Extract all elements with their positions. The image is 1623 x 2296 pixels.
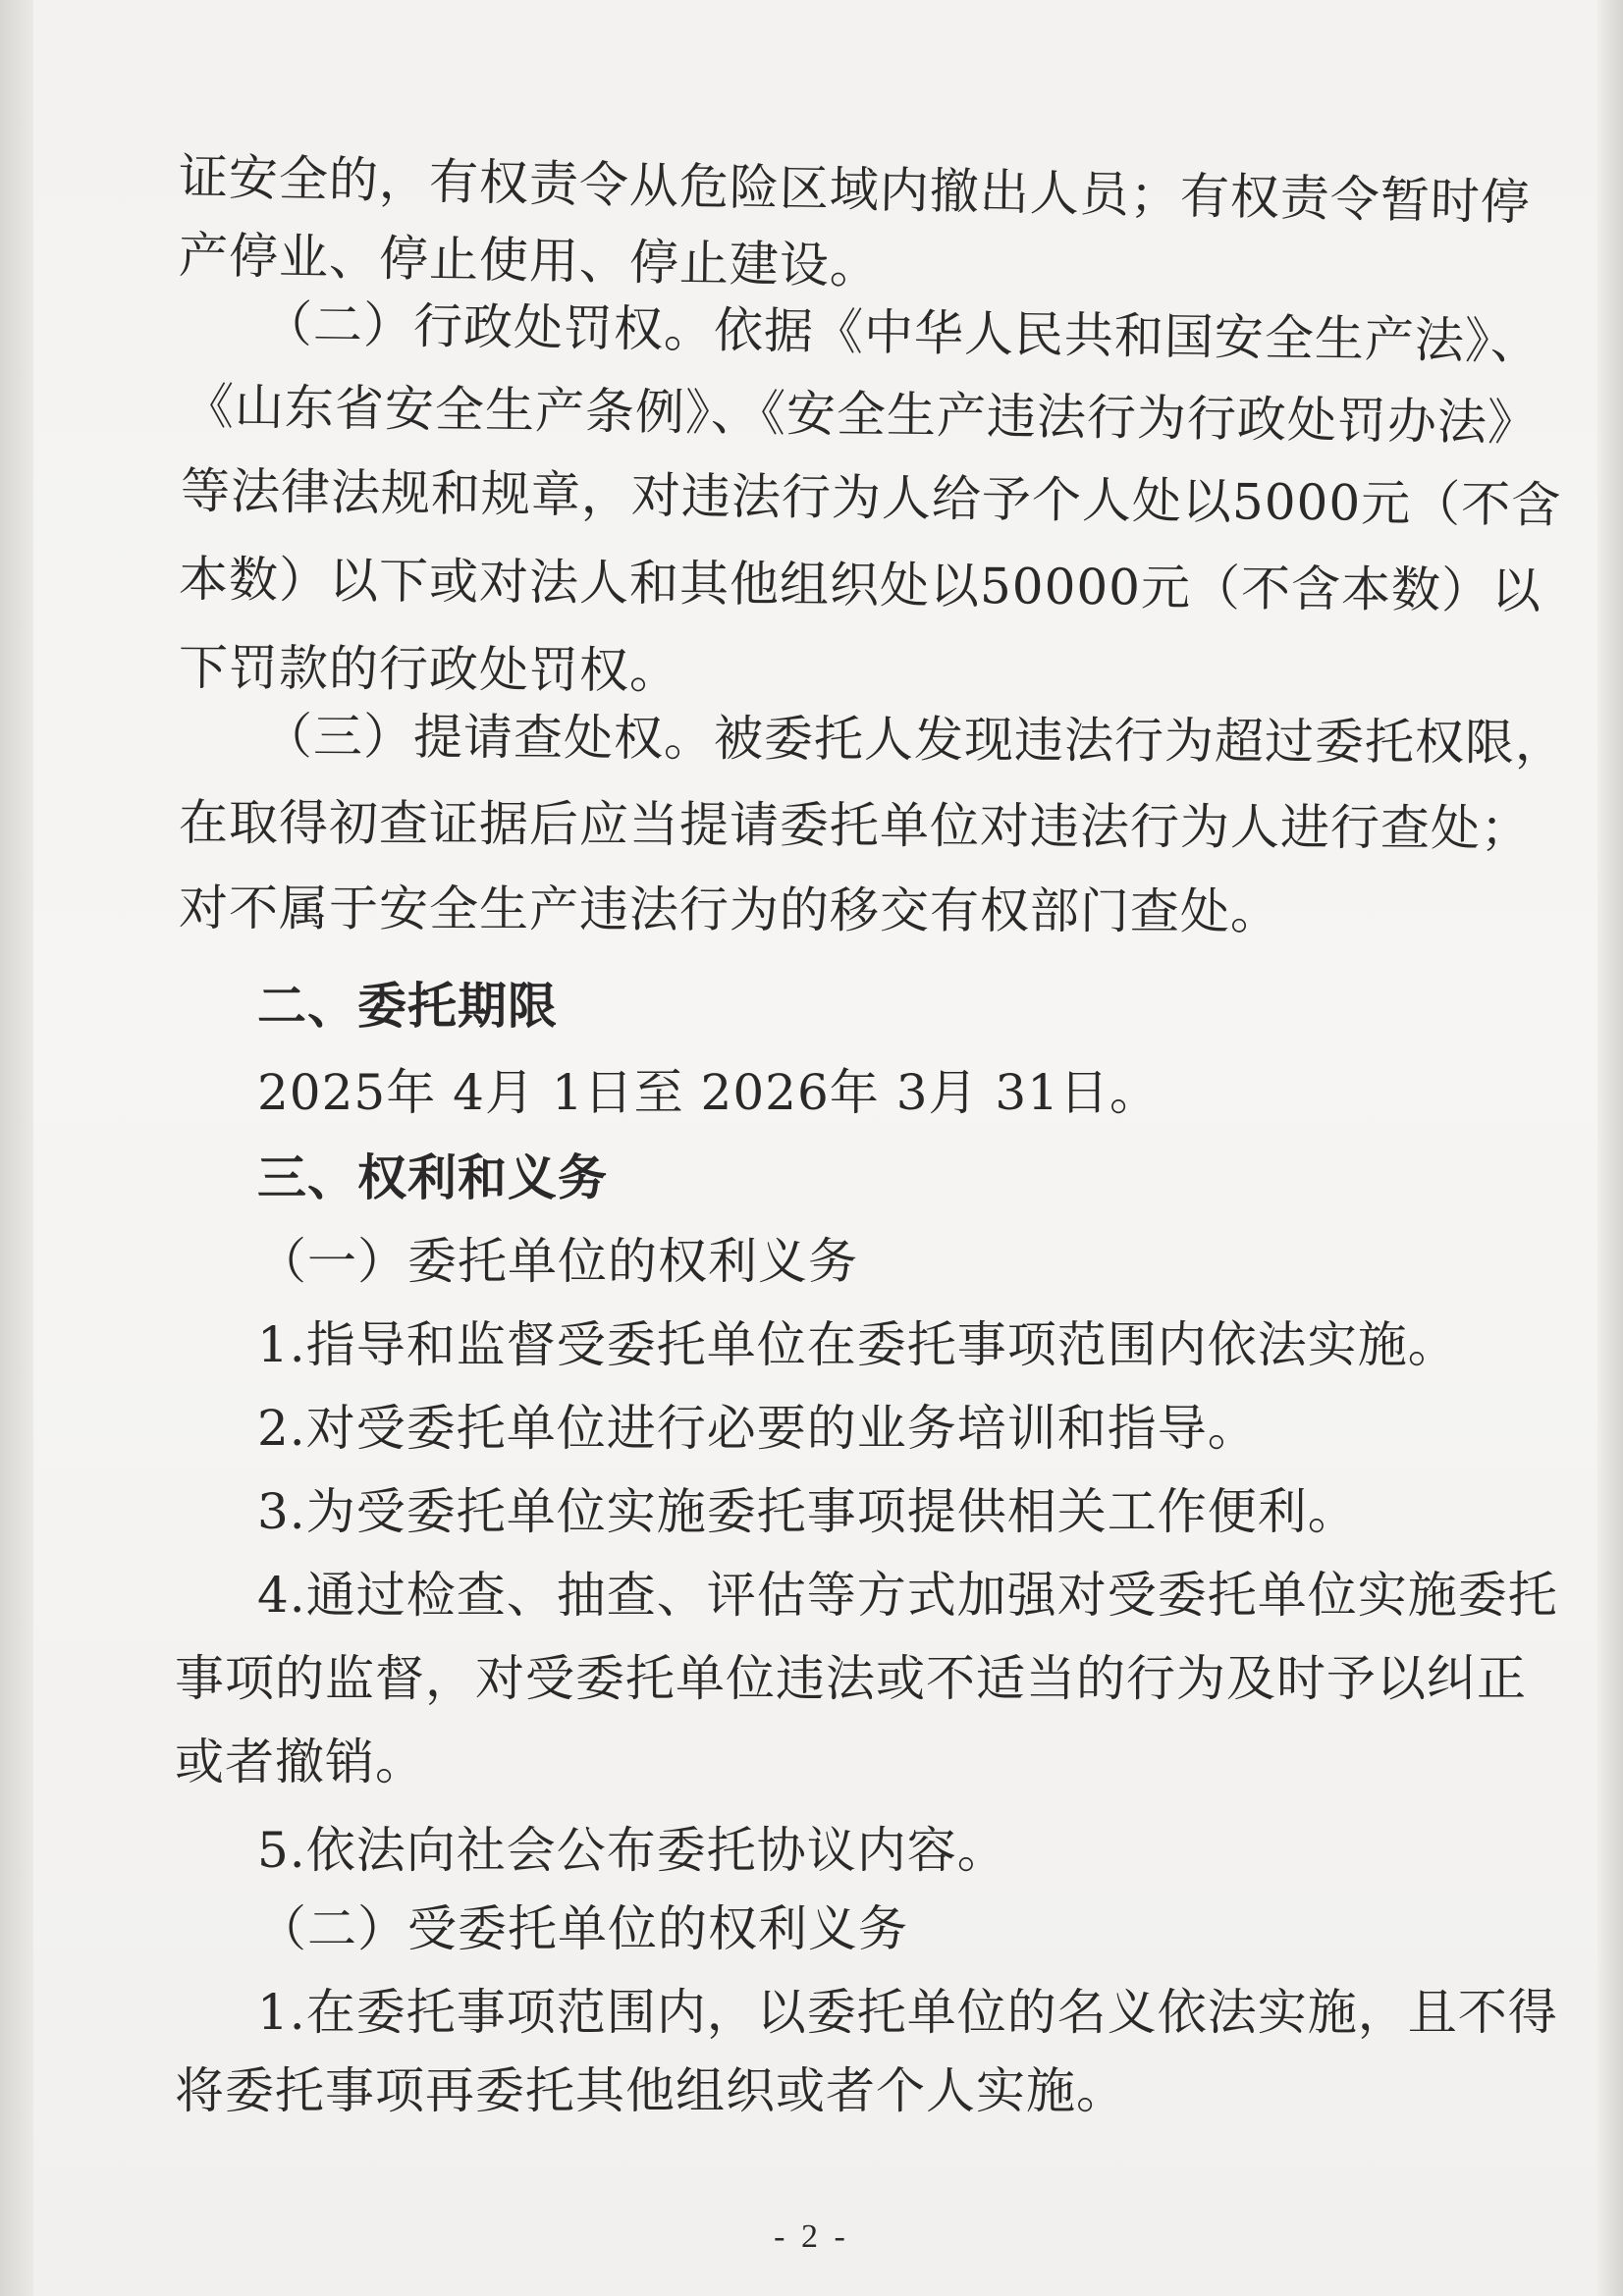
text-line: 2025年 4月 1日至 2026年 3月 31日。 <box>257 1064 1161 1121</box>
text-line: 等法律法规和规章，对违法行为人给予个人处以5000元（不含 <box>180 462 1562 534</box>
text-line: 本数）以下或对法人和其他组织处以50000元（不含本数）以 <box>178 551 1542 620</box>
text-line: 事项的监督，对受委托单位违法或不适当的行为及时予以纠正 <box>175 1650 1527 1707</box>
text-line: （二）行政处罚权。依据《中华人民共和国安全生产法》、 <box>262 295 1542 371</box>
section-heading: 二、委托期限 <box>257 978 558 1035</box>
text-line: 或者撤销。 <box>175 1734 425 1790</box>
text-line: 证安全的，有权责令从危险区域内撤出人员；有权责令暂时停 <box>178 148 1532 232</box>
subsection-heading: （一）委托单位的权利义务 <box>257 1233 858 1290</box>
text-line: 将委托事项再委托其他组织或者个人实施。 <box>175 2062 1126 2119</box>
list-item: 1.在委托事项范围内，以委托单位的名义依法实施，且不得 <box>257 1984 1558 2041</box>
text-line: 《山东省安全生产条例》、《安全生产违法行为行政处罚办法》 <box>184 378 1539 452</box>
text-line: 产停业、停止使用、停止建设。 <box>178 227 881 295</box>
list-item: 4.通过检查、抽查、评估等方式加强对受委托单位实施委托 <box>257 1567 1558 1624</box>
list-item: 5.依法向社会公布委托协议内容。 <box>257 1822 1007 1879</box>
text-line: 下罚款的行政处罚权。 <box>178 639 680 700</box>
list-item: 1.指导和监督受委托单位在委托事项范围内依法实施。 <box>257 1316 1458 1373</box>
list-item: 2.对受委托单位进行必要的业务培训和指导。 <box>257 1400 1258 1457</box>
text-line: （三）提请查处权。被委托人发现违法行为超过委托权限， <box>262 708 1566 772</box>
section-heading: 三、权利和义务 <box>257 1149 608 1206</box>
list-item: 3.为受委托单位实施委托事项提供相关工作便利。 <box>257 1483 1358 1540</box>
subsection-heading: （二）受委托单位的权利义务 <box>257 1900 908 1957</box>
text-line: 在取得初查证据后应当提请委托单位对违法行为人进行查处； <box>178 794 1532 858</box>
page-number: - 2 - <box>774 2218 849 2255</box>
text-line: 对不属于安全生产违法行为的移交有权部门查处。 <box>178 880 1281 940</box>
